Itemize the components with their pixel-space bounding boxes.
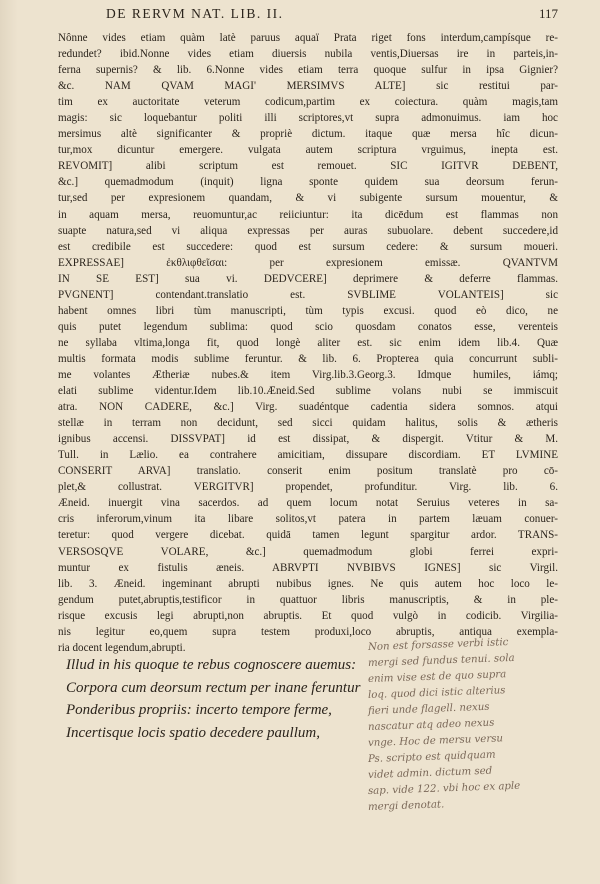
text-line: Æneid. inuergit vina sacerdos. ad quem locum notat Seruius veteres in sa- bbox=[58, 497, 558, 510]
text-line: gendum putet,abruptis,testificor in quattuor libris manuscriptis, & in ple- bbox=[58, 593, 558, 606]
text-line: stellæ in terram non decidunt, sed sicci quidam halitus, solis & ætheris bbox=[58, 417, 558, 430]
text-line: tim ex auctoritate veterum codicum,partim ex coiectura. quàm magis,tam bbox=[58, 96, 558, 109]
note-line: mergi denotat. bbox=[367, 799, 445, 813]
text-line: redundet? ibid.Nonne vides etiam diuersis nubila ventis,Diuersas ire in parteis,in- bbox=[58, 48, 558, 61]
note-line: loq. quod dici istic alterius bbox=[367, 685, 506, 701]
text-line: ferna supernis? & lib. 6.Nonne vides etiam terra quoque sulfur in ipsa Gignier? bbox=[58, 64, 558, 77]
verse-line: Illud in his quoque te rebus cognoscere auemus: bbox=[66, 657, 357, 673]
verse-line: Corpora cum deorsum rectum per inane feruntur bbox=[66, 679, 361, 696]
text-line: quis putet legendum sublima: quod scio quosdam conatos esse, verenteis bbox=[58, 320, 558, 333]
text-line: ria docent legendum,abrupti. bbox=[58, 641, 186, 654]
text-line: atra. NON CADERE, &c.] Virg. suadéntque cadentia sidera somnos. atqui bbox=[58, 401, 558, 414]
note-line: enim vise est de quo supra bbox=[367, 669, 507, 685]
text-line: Nônne vides etiam quàm latè paruus aquaï Prata riget fons interdum,campísque re- bbox=[58, 32, 558, 44]
text-line: nis legitur eo,quem supra testem produxi,loco abruptis, antiqua exempla- bbox=[58, 625, 558, 638]
note-line: Non est forsasse verbi istic bbox=[367, 637, 509, 653]
text-line: in aquam mersa, reuomuntur,ac reiiciuntur: ita dicēdum est flammas non bbox=[58, 208, 558, 221]
verse-passage bbox=[66, 654, 366, 744]
text-line: plet,& collustrat. VERGITVR] propendet, profunditur. Virg. lib. 6. bbox=[58, 481, 558, 494]
text-line: REVOMIT] alibi scriptum est remouet. SIC IGITVR DEBENT, bbox=[58, 160, 558, 173]
running-title: DE RERVM NAT. LIB. II. bbox=[106, 6, 284, 21]
handwritten-marginal-note bbox=[367, 637, 580, 816]
text-line: habent omnes libri tùm manuscripti, tùm typis excusi. quod eò dico, ne bbox=[58, 304, 558, 317]
page-number: 117 bbox=[538, 6, 558, 21]
text-line: magis: sic loquebantur politi illi scriptores,vt supra admonuimus. iam hoc bbox=[58, 112, 558, 125]
text-line: &c.] quemadmodum (inquit) ligna sponte quidem sua deorsum ferun- bbox=[58, 176, 558, 189]
text-line: est credibile est succedere: quod est sursum cedere: & sursum moueri. bbox=[58, 240, 558, 253]
text-line: mersimus altè significanter & propriè dictum. itaque quæ mersa hîc dicun- bbox=[58, 128, 558, 141]
text-line: lib. 3. Æneid. ingeminant abrupti nubibus ignes. Ne quis autem hoc loco le- bbox=[58, 577, 558, 590]
text-line: suapte natura,sed vi aliqua expressas per auras subuolare. debent succedere,id bbox=[58, 224, 558, 237]
running-header bbox=[58, 6, 558, 26]
text-line: IN SE EST] sua vi. DEDVCERE] deprimere & deferre flammas. bbox=[58, 272, 558, 285]
note-line: videt admin. dictum sed bbox=[367, 765, 493, 781]
text-line: tur,sed per expresionem quandam, & vi subigente sursum mouentur, & bbox=[58, 192, 558, 205]
text-line: PVGNENT] contendant.translatio est. SVBLIME VOLANTEIS] sic bbox=[58, 288, 558, 301]
text-line: risque excusis legi abrupti,non abruptis. Et quod vulgò in codicib. Virgilia- bbox=[58, 609, 558, 622]
verse-line: Ponderibus propriis: incerto tempore ferme, bbox=[66, 702, 332, 718]
commentary-paragraph bbox=[58, 30, 558, 656]
text-line: Tull. in Lælio. ea contrahere amicitiam, dissupare discordiam. ET LVMINE bbox=[58, 449, 558, 462]
text-line: cris inferorum,vinum ita libare solitos,vt patera in partem læuam conuer- bbox=[58, 513, 558, 526]
verse-line: Incertisque locis spatio decedere paullum, bbox=[66, 724, 320, 741]
text-line: teretur: quod vergere dicebat. quidā tamen legunt spargitur ardor. TRANS- bbox=[58, 529, 558, 542]
note-line: fieri unde flagell. nexus bbox=[367, 701, 490, 717]
text-line: ne syllaba vltima,longa fit, quod longè aliter est. sic enim idem lib.4. Quæ bbox=[58, 336, 558, 349]
text-line: me volantes Ætheriæ nubes.& item Virg.lib.3.Georg.3. Idmque humiles, iámq; bbox=[58, 368, 558, 381]
text-line: elati sublime videntur.Idem lib.10.Æneid.Sed sublime volans nubi se immiscuit bbox=[58, 385, 558, 398]
note-line: Ps. scripto est quidquam bbox=[367, 749, 496, 765]
text-line: ignibus accensi. DISSVPAT] id est dissipat, & dispergit. Vtitur & M. bbox=[58, 433, 558, 446]
text-line: VERSOSQVE VOLARE, &c.] quemadmodum globi ferrei expri- bbox=[58, 545, 558, 558]
text-line: tur,mox dicuntur emergere. vulgata autem scriptura vrguimus, inepta est. bbox=[58, 144, 558, 157]
text-line: &c. NAM QVAM MAGI' MERSIMVS ALTE] sic restitui par- bbox=[58, 80, 558, 93]
note-line: mergi sed fundus tenui. sola bbox=[367, 652, 515, 669]
commentary-text bbox=[58, 30, 558, 656]
text-line: CONSERIT ARVA] translatio. conserit enim positum translatè pro cō- bbox=[58, 465, 558, 478]
text-line: muntur ex fistulis æneis. ABRVPTI NVBIBVS IGNES] sic Virgil. bbox=[58, 561, 558, 574]
text-line: EXPRESSAE] ἐκθλιφθεῖσαι: per expresionem emissæ. QVANTVM bbox=[58, 256, 558, 269]
note-line: nascatur atq adeo nexus bbox=[367, 717, 495, 733]
note-line: sap. vide 122. vbi hoc ex aple bbox=[367, 780, 521, 797]
note-line: vnge. Hoc de mersu versu bbox=[367, 733, 504, 749]
text-line: multis formata modis sublime feruntur. & lib. 6. Propterea quia concurrunt subli- bbox=[58, 352, 558, 365]
